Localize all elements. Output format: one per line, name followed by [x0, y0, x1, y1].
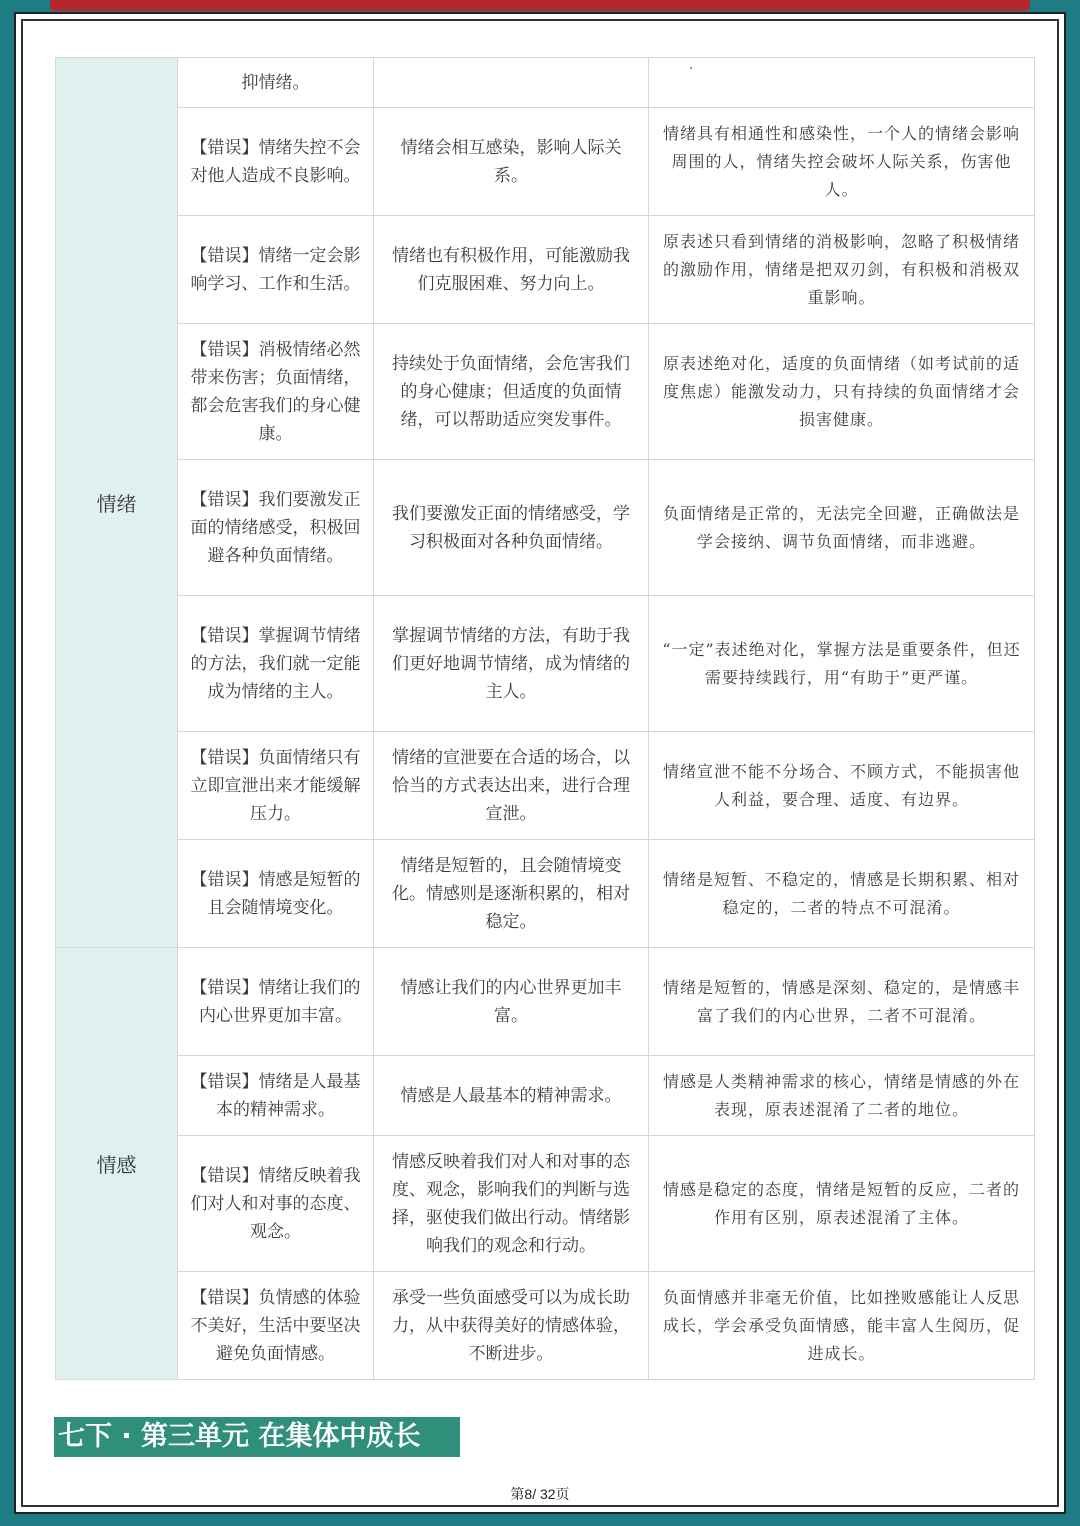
analysis-cell: 情绪是短暂、不稳定的，情感是长期积累、相对稳定的，二者的特点不可混淆。: [649, 840, 1035, 948]
table-row: [56, 948, 1035, 1056]
analysis-cell: 情绪是短暂的，情感是深刻、稳定的，是情感丰富了我们的内心世界，二者不可混淆。: [649, 948, 1035, 1056]
misconception-cell: 【错误】情绪一定会影响学习、工作和生活。: [178, 216, 374, 324]
table-row: [56, 1056, 1035, 1136]
misconception-cell: 【错误】情绪是人最基本的精神需求。: [178, 1056, 374, 1136]
table-row: [56, 1136, 1035, 1272]
correction-cell: 持续处于负面情绪，会危害我们的身心健康；但适度的负面情绪，可以帮助适应突发事件。: [374, 324, 649, 460]
analysis-cell: 负面情感并非毫无价值，比如挫败感能让人反思成长，学会承受负面情感，能丰富人生阅历，促进成长。: [649, 1272, 1035, 1380]
analysis-cell: [649, 58, 1035, 108]
correction-cell: 情绪的宣泄要在合适的场合，以恰当的方式表达出来，进行合理宣泄。: [374, 732, 649, 840]
errors-table: [55, 57, 1035, 1380]
misconception-cell: 【错误】负面情绪只有立即宣泄出来才能缓解压力。: [178, 732, 374, 840]
category-feeling: 情感: [56, 948, 178, 1380]
correction-cell: 承受一些负面感受可以为成长助力，从中获得美好的情感体验，不断进步。: [374, 1272, 649, 1380]
misconception-cell: 【错误】我们要激发正面的情绪感受，积极回避各种负面情绪。: [178, 460, 374, 596]
analysis-cell: 负面情绪是正常的，无法完全回避，正确做法是学会接纳、调节负面情绪，而非逃避。: [649, 460, 1035, 596]
misconception-cell: 【错误】情绪反映着我们对人和对事的态度、观念。: [178, 1136, 374, 1272]
misconception-cell: 【错误】情感是短暂的且会随情境变化。: [178, 840, 374, 948]
correction-cell: 掌握调节情绪的方法，有助于我们更好地调节情绪，成为情绪的主人。: [374, 596, 649, 732]
correction-cell: 情绪是短暂的，且会随情境变化。情感则是逐渐积累的，相对稳定。: [374, 840, 649, 948]
table-row: [56, 324, 1035, 460]
page-number: 第8/ 32页: [510, 1486, 570, 1502]
analysis-cell: 原表述只看到情绪的消极影响，忽略了积极情绪的激励作用，情绪是把双刃剑，有积极和消极双重影响。: [649, 216, 1035, 324]
misconception-cell: 抑情绪。: [178, 58, 374, 108]
correction-cell: 情绪也有积极作用，可能激励我们克服困难、努力向上。: [374, 216, 649, 324]
analysis-cell: 情感是人类精神需求的核心，情绪是情感的外在表现，原表述混淆了二者的地位。: [649, 1056, 1035, 1136]
table-row: [56, 216, 1035, 324]
analysis-cell: 情绪具有相通性和感染性，一个人的情绪会影响周围的人，情绪失控会破坏人际关系，伤害他人。: [649, 108, 1035, 216]
table-row: [56, 1272, 1035, 1380]
top-ribbon: [50, 0, 1030, 11]
correction-cell: 我们要激发正面的情绪感受，学习积极面对各种负面情绪。: [374, 460, 649, 596]
correction-cell: 情感反映着我们对人和对事的态度、观念，影响我们的判断与选择，驱使我们做出行动。情绪影响我们的观念和行动。: [374, 1136, 649, 1272]
table-row: [56, 596, 1035, 732]
misconception-cell: 【错误】情绪让我们的内心世界更加丰富。: [178, 948, 374, 1056]
correction-cell: 情感让我们的内心世界更加丰富。: [374, 948, 649, 1056]
analysis-cell: 情绪宣泄不能不分场合、不顾方式，不能损害他人利益，要合理、适度、有边界。: [649, 732, 1035, 840]
table-row: [56, 460, 1035, 596]
document-page: [14, 12, 1066, 1514]
misconception-cell: 【错误】掌握调节情绪的方法，我们就一定能成为情绪的主人。: [178, 596, 374, 732]
table-row: [56, 840, 1035, 948]
misconception-cell: 【错误】负情感的体验不美好，生活中要坚决避免负面情感。: [178, 1272, 374, 1380]
category-emotion: 情绪: [56, 58, 178, 948]
unit-heading: 七下 · 第三单元 在集体中成长: [54, 1417, 460, 1457]
analysis-cell: “一定”表述绝对化，掌握方法是重要条件，但还需要持续践行，用“有助于”更严谨。: [649, 596, 1035, 732]
table-row: [56, 732, 1035, 840]
analysis-cell: 原表述绝对化，适度的负面情绪（如考试前的适度焦虑）能激发动力，只有持续的负面情绪才会损害健康。: [649, 324, 1035, 460]
analysis-cell: 情感是稳定的态度，情绪是短暂的反应，二者的作用有区别，原表述混淆了主体。: [649, 1136, 1035, 1272]
correction-cell: 情绪会相互感染，影响人际关系。: [374, 108, 649, 216]
table-row: [56, 108, 1035, 216]
correction-cell: 情感是人最基本的精神需求。: [374, 1056, 649, 1136]
table-row: [56, 58, 1035, 108]
correction-cell: [374, 58, 649, 108]
misconception-cell: 【错误】消极情绪必然带来伤害；负面情绪，都会危害我们的身心健康。: [178, 324, 374, 460]
misconception-cell: 【错误】情绪失控不会对他人造成不良影响。: [178, 108, 374, 216]
